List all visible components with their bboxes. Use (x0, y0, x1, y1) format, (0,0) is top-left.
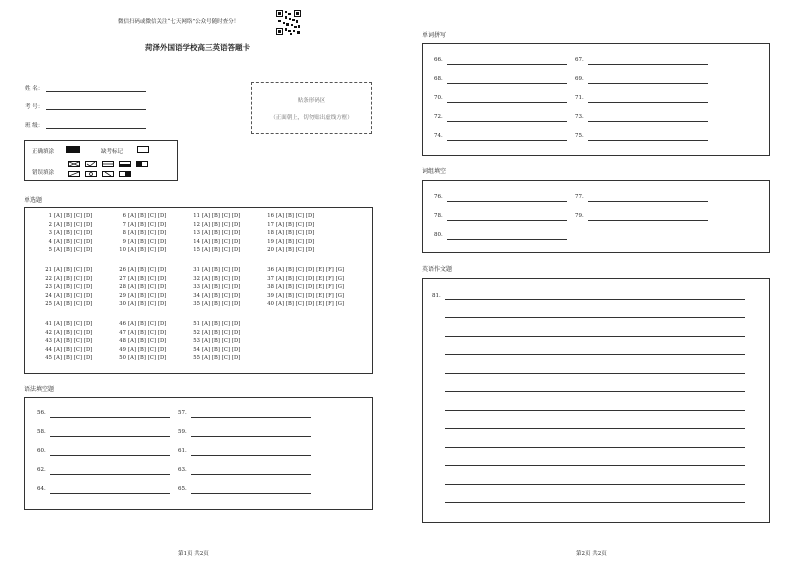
mc-question-36[interactable] (265, 267, 344, 273)
mc-question-44[interactable] (43, 347, 92, 353)
mc-question-number: 45 (45, 355, 52, 362)
wrong-fill-example-icon (85, 161, 97, 167)
mc-question-23[interactable] (43, 284, 92, 290)
mc-question-26[interactable] (117, 267, 166, 273)
section-title-mc: 单选题 (24, 197, 43, 204)
answer-line[interactable] (191, 417, 311, 418)
mc-question-number: 6 (122, 213, 126, 219)
mc-question-number: 44 (45, 346, 52, 353)
mc-question-number: 51 (193, 321, 200, 327)
mc-options[interactable]: [A] [B] [C] [D] (128, 238, 167, 245)
essay-number: 81. (432, 293, 441, 299)
mc-options[interactable]: [A] [B] [C] [D] (202, 275, 241, 282)
mc-question-2[interactable] (43, 222, 92, 228)
phrase-answer-box (422, 180, 770, 253)
mc-options[interactable]: [A] [B] [C] [D] (54, 321, 93, 327)
page1-footer: 第1页 共2页 (178, 551, 209, 557)
mc-question-19[interactable] (265, 239, 314, 245)
answer-line[interactable] (588, 220, 708, 221)
mc-options[interactable]: [A] [B] [C] [D] (54, 267, 93, 273)
absent-mark-box[interactable] (137, 146, 149, 153)
mc-question-number: 50 (119, 355, 126, 362)
wrong-fill-example-icon (136, 161, 148, 167)
answer-line[interactable] (588, 140, 708, 141)
mc-question-5[interactable] (43, 247, 92, 253)
mc-options[interactable]: [A] [B] [C] [D] (54, 346, 93, 353)
fill-legend (24, 140, 178, 181)
mc-question-50[interactable] (117, 355, 166, 361)
mc-question-number: 43 (45, 338, 52, 345)
mc-question-number: 32 (193, 275, 200, 282)
question-number: 59. (178, 429, 187, 435)
question-number: 71. (575, 95, 584, 101)
mc-question-number: 49 (119, 346, 126, 353)
mc-question-number: 17 (267, 221, 274, 228)
essay-line[interactable] (445, 373, 745, 374)
mc-options[interactable]: [A] [B] [C] [D] (54, 238, 93, 245)
mc-options[interactable]: [A] [B] [C] [D] (202, 321, 241, 327)
barcode-label: 贴条形码区 (297, 98, 326, 104)
section-title-grammar: 语法填空题 (24, 386, 55, 393)
barcode-area (251, 82, 372, 134)
mc-options[interactable]: [A] [B] [C] [D] [E] [F] [G] (276, 275, 345, 282)
mc-options[interactable]: [A] [B] [C] [D] (54, 329, 93, 336)
correct-fill-swatch (66, 146, 80, 153)
wrong-fill-example-icon (119, 161, 131, 167)
answer-line[interactable] (50, 436, 170, 437)
essay-answer-box (422, 278, 770, 523)
question-number: 56. (37, 410, 46, 416)
mc-options[interactable]: [A] [B] [C] [D] (202, 338, 241, 345)
mc-options[interactable]: [A] [B] [C] [D] (128, 346, 167, 353)
mc-options[interactable]: [A] [B] [C] [D] [E] [F] [G] (276, 284, 345, 291)
mc-question-number: 2 (48, 221, 52, 228)
mc-answer-box (24, 207, 373, 374)
mc-options[interactable]: [A] [B] [C] [D] (202, 267, 241, 273)
mc-question-28[interactable] (117, 284, 166, 290)
mc-question-number: 37 (267, 275, 274, 282)
answer-line[interactable] (447, 239, 567, 240)
class-label: 班 级： (25, 123, 44, 129)
mc-options[interactable]: [A] [B] [C] [D] (202, 301, 241, 308)
mc-options[interactable]: [A] [B] [C] [D] (276, 230, 315, 237)
mc-question-number: 40 (267, 301, 274, 308)
mc-question-18[interactable] (265, 230, 314, 236)
question-number: 65. (178, 486, 187, 492)
mc-question-number: 20 (267, 247, 274, 254)
mc-question-12[interactable] (191, 222, 240, 228)
mc-options[interactable]: [A] [B] [C] [D] (54, 247, 93, 254)
mc-options[interactable]: [A] [B] [C] [D] (54, 301, 93, 308)
mc-question-34[interactable] (191, 293, 240, 299)
mc-options[interactable]: [A] [B] [C] [D] (128, 221, 167, 228)
answer-line[interactable] (588, 102, 708, 103)
mc-question-number: 42 (45, 329, 52, 336)
mc-question-39[interactable] (265, 293, 344, 299)
mc-question-33[interactable] (191, 284, 240, 290)
mc-question-17[interactable] (265, 222, 314, 228)
sheet-title: 菏泽外国语学校高三英语答题卡 (145, 43, 250, 52)
answer-line[interactable] (447, 102, 567, 103)
mc-options[interactable]: [A] [B] [C] [D] (128, 267, 167, 273)
answer-line[interactable] (447, 201, 567, 202)
mc-question-number: 38 (267, 284, 274, 291)
mc-question-51[interactable] (191, 321, 240, 327)
mc-question-47[interactable] (117, 330, 166, 336)
mc-question-53[interactable] (191, 338, 240, 344)
mc-options[interactable]: [A] [B] [C] [D] (54, 275, 93, 282)
question-number: 57. (178, 410, 187, 416)
answer-line[interactable] (447, 83, 567, 84)
mc-question-number: 14 (193, 238, 200, 245)
mc-question-number: 24 (45, 292, 52, 299)
barcode-hint: （正面朝上，切勿贴出虚线方框） (270, 115, 353, 121)
question-number: 58. (37, 429, 46, 435)
mc-question-22[interactable] (43, 276, 92, 282)
mc-question-49[interactable] (117, 347, 166, 353)
mc-options[interactable]: [A] [B] [C] [D] (54, 292, 93, 299)
mc-question-number: 31 (193, 267, 200, 273)
mc-options[interactable]: [A] [B] [C] [D] (128, 292, 167, 299)
mc-question-number: 13 (193, 230, 200, 237)
mc-question-number: 52 (193, 329, 200, 336)
legend-wrong-label: 错误填涂 (32, 170, 55, 176)
mc-question-4[interactable] (43, 239, 92, 245)
qr-code-icon (276, 10, 301, 35)
mc-question-number: 7 (122, 221, 126, 228)
mc-options[interactable]: [A] [B] [C] [D] (128, 329, 167, 336)
mc-options[interactable]: [A] [B] [C] [D] (128, 301, 167, 308)
exam-id-label: 考 号： (25, 104, 44, 110)
mc-options[interactable]: [A] [B] [C] [D] [E] [F] [G] (276, 267, 345, 273)
mc-question-number: 53 (193, 338, 200, 345)
answer-line[interactable] (588, 64, 708, 65)
answer-line[interactable] (191, 493, 311, 494)
question-number: 75. (575, 133, 584, 139)
spelling-answer-box (422, 43, 770, 156)
mc-question-number: 19 (267, 238, 274, 245)
mc-question-number: 28 (119, 284, 126, 291)
mc-question-number: 18 (267, 230, 274, 237)
mc-question-16[interactable] (265, 213, 314, 219)
answer-line[interactable] (50, 455, 170, 456)
mc-question-number: 1 (48, 213, 52, 219)
section-title-essay: 英语作文题 (422, 266, 453, 273)
scan-notice: 微信扫码或微信关注“七天网络”公众号随时查分！ (118, 19, 240, 25)
question-number: 67. (575, 57, 584, 63)
mc-options[interactable]: [A] [B] [C] [D] (128, 247, 167, 254)
essay-line[interactable] (445, 410, 745, 411)
mc-question-number: 55 (193, 355, 200, 362)
mc-question-43[interactable] (43, 338, 92, 344)
wrong-fill-example-icon (102, 171, 114, 177)
mc-question-32[interactable] (191, 276, 240, 282)
mc-question-9[interactable] (117, 239, 166, 245)
mc-options[interactable]: [A] [B] [C] [D] (128, 321, 167, 327)
mc-question-number: 27 (119, 275, 126, 282)
mc-options[interactable]: [A] [B] [C] [D] (202, 346, 241, 353)
mc-question-number: 41 (45, 321, 52, 327)
essay-line[interactable] (445, 354, 745, 355)
mc-options[interactable]: [A] [B] [C] [D] [E] [F] [G] (276, 292, 345, 299)
answer-line[interactable] (447, 121, 567, 122)
mc-options[interactable]: [A] [B] [C] [D] (128, 213, 167, 219)
mc-question-number: 25 (45, 301, 52, 308)
class-field[interactable] (46, 128, 146, 129)
mc-options[interactable]: [A] [B] [C] [D] (54, 221, 93, 228)
mc-question-15[interactable] (191, 247, 240, 253)
question-number: 74. (434, 133, 443, 139)
mc-question-45[interactable] (43, 355, 92, 361)
mc-question-8[interactable] (117, 230, 166, 236)
mc-question-48[interactable] (117, 338, 166, 344)
question-number: 79. (575, 213, 584, 219)
mc-options[interactable]: [A] [B] [C] [D] (128, 338, 167, 345)
mc-question-55[interactable] (191, 355, 240, 361)
mc-question-number: 46 (119, 321, 126, 327)
question-number: 70. (434, 95, 443, 101)
essay-line[interactable] (445, 484, 745, 485)
essay-line[interactable] (445, 317, 745, 318)
answer-line[interactable] (447, 220, 567, 221)
section-title-phrase: 词组填空 (422, 168, 447, 175)
answer-line[interactable] (447, 64, 567, 65)
mc-question-13[interactable] (191, 230, 240, 236)
mc-question-number: 8 (122, 230, 126, 237)
mc-question-number: 22 (45, 275, 52, 282)
page2-footer: 第2页 共2页 (576, 551, 607, 557)
mc-question-52[interactable] (191, 330, 240, 336)
wrong-fill-example-icon (119, 171, 131, 177)
mc-options[interactable]: [A] [B] [C] [D] (276, 221, 315, 228)
mc-question-37[interactable] (265, 276, 344, 282)
mc-question-46[interactable] (117, 321, 166, 327)
essay-line[interactable] (445, 336, 745, 337)
question-number: 76. (434, 194, 443, 200)
mc-question-number: 3 (48, 230, 52, 237)
mc-question-number: 23 (45, 284, 52, 291)
essay-line[interactable] (445, 447, 745, 448)
mc-question-7[interactable] (117, 222, 166, 228)
question-number: 78. (434, 213, 443, 219)
mc-options[interactable]: [A] [B] [C] [D] (54, 230, 93, 237)
mc-question-21[interactable] (43, 267, 92, 273)
mc-options[interactable]: [A] [B] [C] [D] (202, 355, 241, 362)
mc-question-30[interactable] (117, 301, 166, 307)
question-number: 61. (178, 448, 187, 454)
answer-line[interactable] (191, 474, 311, 475)
question-number: 64. (37, 486, 46, 492)
mc-options[interactable]: [A] [B] [C] [D] (202, 247, 241, 254)
answer-line[interactable] (191, 436, 311, 437)
mc-question-number: 36 (267, 267, 274, 273)
mc-options[interactable]: [A] [B] [C] [D] (128, 284, 167, 291)
mc-options[interactable]: [A] [B] [C] [D] (128, 355, 167, 362)
question-number: 77. (575, 194, 584, 200)
mc-question-number: 48 (119, 338, 126, 345)
mc-options[interactable]: [A] [B] [C] [D] (54, 213, 93, 219)
question-number: 73. (575, 114, 584, 120)
answer-line[interactable] (588, 83, 708, 84)
question-number: 72. (434, 114, 443, 120)
mc-question-number: 33 (193, 284, 200, 291)
mc-question-6[interactable] (117, 213, 166, 219)
answer-line[interactable] (50, 493, 170, 494)
wrong-fill-example-icon (102, 161, 114, 167)
legend-absent-label: 缺考标记 (101, 149, 124, 155)
essay-line[interactable] (445, 428, 745, 429)
mc-question-14[interactable] (191, 239, 240, 245)
mc-options[interactable]: [A] [B] [C] [D] (276, 247, 315, 254)
mc-options[interactable]: [A] [B] [C] [D] (276, 238, 315, 245)
mc-options[interactable]: [A] [B] [C] [D] (202, 221, 241, 228)
mc-question-29[interactable] (117, 293, 166, 299)
grammar-answer-box (24, 397, 373, 510)
mc-question-27[interactable] (117, 276, 166, 282)
essay-line[interactable] (445, 465, 745, 466)
mc-question-number: 29 (119, 292, 126, 299)
mc-options[interactable]: [A] [B] [C] [D] (202, 238, 241, 245)
mc-question-number: 21 (45, 267, 52, 273)
mc-options[interactable]: [A] [B] [C] [D] (202, 292, 241, 299)
answer-line[interactable] (447, 140, 567, 141)
mc-question-24[interactable] (43, 293, 92, 299)
question-number: 69. (575, 76, 584, 82)
mc-options[interactable]: [A] [B] [C] [D] (54, 355, 93, 362)
exam-id-field[interactable] (46, 109, 146, 110)
mc-question-3[interactable] (43, 230, 92, 236)
mc-question-number: 35 (193, 301, 200, 308)
legend-correct-label: 正确填涂 (32, 149, 55, 155)
mc-question-42[interactable] (43, 330, 92, 336)
mc-question-number: 9 (122, 238, 126, 245)
question-number: 60. (37, 448, 46, 454)
answer-line[interactable] (588, 121, 708, 122)
mc-question-number: 30 (119, 301, 126, 308)
mc-question-number: 15 (193, 247, 200, 254)
mc-question-number: 16 (267, 213, 274, 219)
essay-line[interactable] (445, 391, 745, 392)
mc-options[interactable]: [A] [B] [C] [D] (54, 284, 93, 291)
essay-line[interactable] (445, 502, 745, 503)
mc-options[interactable]: [A] [B] [C] [D] (54, 338, 93, 345)
mc-question-number: 39 (267, 292, 274, 299)
question-number: 66. (434, 57, 443, 63)
question-number: 68. (434, 76, 443, 82)
answer-line[interactable] (50, 417, 170, 418)
mc-question-54[interactable] (191, 347, 240, 353)
mc-question-number: 11 (193, 213, 200, 219)
mc-question-number: 12 (193, 221, 200, 228)
mc-question-1[interactable] (43, 213, 92, 219)
mc-question-10[interactable] (117, 247, 166, 253)
mc-question-11[interactable] (191, 213, 240, 219)
mc-question-31[interactable] (191, 267, 240, 273)
mc-question-35[interactable] (191, 301, 240, 307)
wrong-fill-example-icon (85, 171, 97, 177)
mc-options[interactable]: [A] [B] [C] [D] (276, 213, 315, 219)
mc-options[interactable]: [A] [B] [C] [D] (202, 329, 241, 336)
answer-line[interactable] (50, 474, 170, 475)
mc-question-number: 34 (193, 292, 200, 299)
mc-options[interactable]: [A] [B] [C] [D] (202, 284, 241, 291)
mc-question-25[interactable] (43, 301, 92, 307)
answer-line[interactable] (191, 455, 311, 456)
wrong-fill-example-icon (68, 171, 80, 177)
question-number: 62. (37, 467, 46, 473)
mc-options[interactable]: [A] [B] [C] [D] (128, 230, 167, 237)
question-number: 80. (434, 232, 443, 238)
mc-options[interactable]: [A] [B] [C] [D] [E] [F] [G] (276, 301, 345, 308)
mc-question-number: 54 (193, 346, 200, 353)
mc-options[interactable]: [A] [B] [C] [D] (202, 230, 241, 237)
name-field[interactable] (46, 91, 146, 92)
section-title-spelling: 单词拼写 (422, 32, 447, 39)
essay-line[interactable] (445, 299, 745, 300)
mc-options[interactable]: [A] [B] [C] [D] (128, 275, 167, 282)
mc-question-number: 47 (119, 329, 126, 336)
wrong-fill-example-icon (68, 161, 80, 167)
mc-question-20[interactable] (265, 247, 314, 253)
mc-options[interactable]: [A] [B] [C] [D] (202, 213, 241, 219)
mc-question-38[interactable] (265, 284, 344, 290)
question-number: 63. (178, 467, 187, 473)
mc-question-number: 10 (119, 247, 126, 254)
mc-question-40[interactable] (265, 301, 344, 307)
mc-question-number: 26 (119, 267, 126, 273)
name-label: 姓 名： (25, 86, 44, 92)
mc-question-41[interactable] (43, 321, 92, 327)
mc-question-number: 4 (48, 238, 52, 245)
mc-question-number: 5 (48, 247, 52, 254)
answer-line[interactable] (588, 201, 708, 202)
